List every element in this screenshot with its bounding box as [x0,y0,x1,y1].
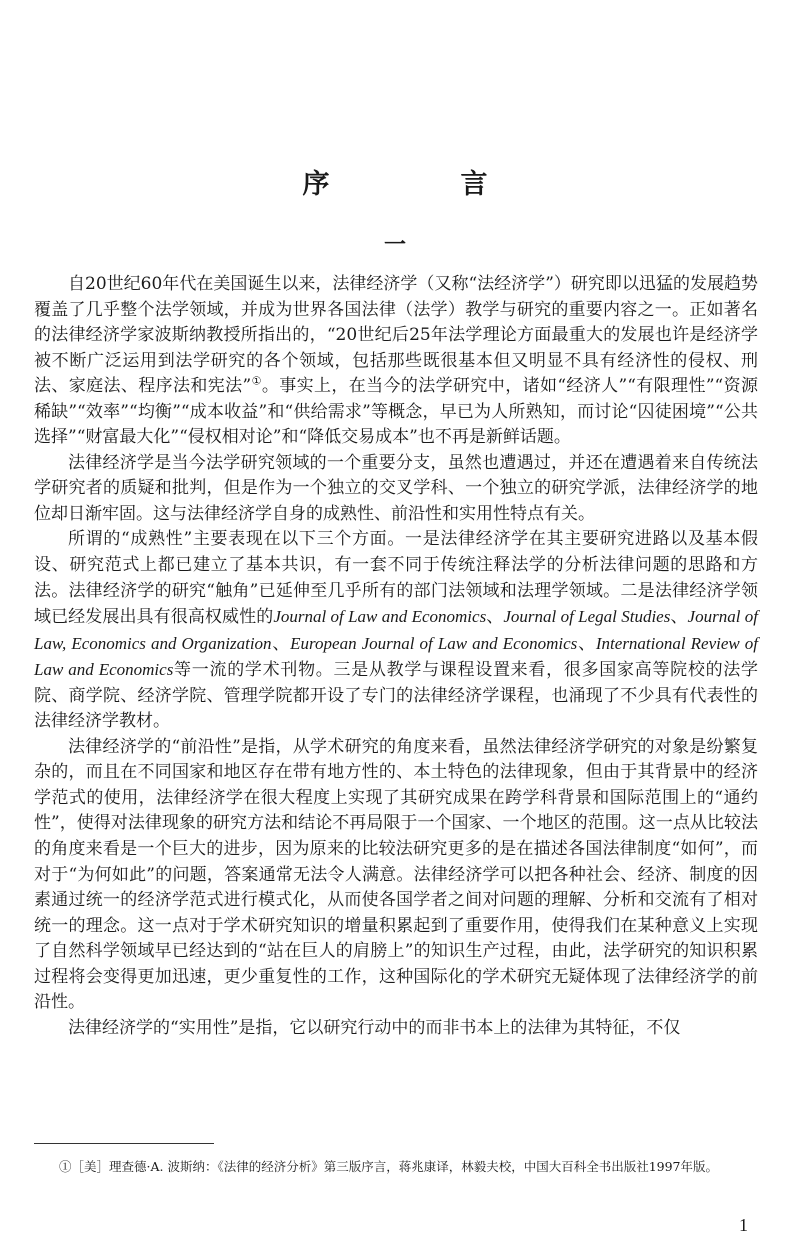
paragraph-5: 法律经济学的“实用性”是指，它以研究行动中的而非书本上的法律为其特征，不仅 [68,1017,681,1038]
paragraph-4: 法律经济学的“前沿性”是指，从学术研究的角度来看，虽然法律经济学研究的对象是纷繁复杂的，而且在不同国家和地区存在带有地方性的、本土特色的法律现象，但由于其背景中的经济学范式的使用，法律经济学在很大程度上实现了其研究成果在跨学科背景和国际范围上的“通约性”，使得对法律现象的研究方法和结论不再局限于一个国家、一个地区的范围。这一点从比较法的角度来看是一个巨大的进步，因为原来的比较法研究更多的是在描述各国法律制度“如何”，而对于“为何如此”的问题，答案通常无法令人满意。法律经济学可以把各种社会、经济、制度的因素通过统一的经济学范式进行模式化，从而使各国学者之间对问题的理解、分析和交流有了相对统一的理念。这一点对于学术研究知识的增量积累起到了重要作用，使得我们在某种意义上实现了自然科学领域早已经达到的“站在巨人的肩膀上”的知识生产过程，由此，法学研究的知识积累过程将会变得更加迅速，更少重复性的工作，这种国际化的学术研究无疑体现了法律经济学的前沿性。 [34,736,758,1013]
journal-title: Journal of Law, Economics and Organization [34,607,758,653]
footnote-divider [34,1143,214,1144]
paragraph-1 [34,272,758,451]
page-number: 1 [739,1215,748,1235]
journal-title: European Journal of Law and Economics [290,633,578,653]
journal-title: International Review of Law and Economics [34,633,759,680]
list-separator: 、 [486,607,504,628]
paragraph-1-text: 自20世纪60年代在美国诞生以来，法律经济学（又称“法经济学”）研究即以迅猛的发展趋势覆盖了几乎整个法学领域，并成为世界各国法律（法学）教学与研究的重要内容之一。正如著名的法律经济学家波斯纳教授所指出的，“20世纪后25年法学理论方面最重大的发展也许是经济学被不断广泛运用到法学研究的各个领域，包括那些既很基本但又明显不具有经济性的侵权、刑法、家庭法、程序法和宪法” [34,274,758,397]
page-title: 序 言 [302,169,540,200]
footnote: ①［美］理查德·A. 波斯纳：《法律的经济分析》第三版序言，蒋兆康译，林毅夫校，中国大百科全书出版社1997年版。 [59,1159,719,1174]
section-number: 一 [383,232,406,258]
paragraph-3-text-b: 等一流的学术刊物。三是从教学与课程设置来看，很多国家高等院校的法学院、商学院、经济学院、管理学院都开设了专门的法律经济学课程，也涌现了不少具有代表性的法律经济学教材。 [34,660,759,732]
footnote-ref: ① [251,374,262,388]
list-separator: 、 [577,633,596,654]
body-text [34,272,758,1041]
paragraph-1-end: 。事实上，在当今的法学研究中，诸如“经济人”“有限理性”“资源稀缺”“效率”“均衡”“成本收益”和“供给需求”等概念，早已为人所熟知，而讨论“囚徒困境”“公共选择”“财富最大化”“侵权相对论”和“降低交易成本”也不再是新鲜话题。 [34,376,758,448]
paragraph-3-text-a: 所谓的“成熟性”主要表现在以下三个方面。一是法律经济学在其主要研究进路以及基本假设、研究范式上都已建立了基本共识，有一套不同于传统注释法学的分析法律问题的思路和方法。法律经济学的研究“触角”已延伸至几乎所有的部门法领域和法理学领域。二是法律经济学领域已经发展出具有很高权威性的 [34,529,758,628]
paragraph-2: 法律经济学是当今法学研究领域的一个重要分支，虽然也遭遇过，并还在遭遇着来自传统法学研究者的质疑和批判，但是作为一个独立的交叉学科、一个独立的研究学派，法律经济学的地位却日渐牢固。这与法律经济学自身的成熟性、前沿性和实用性特点有关。 [34,452,758,524]
journal-title: Journal of Legal Studies [503,607,671,627]
journal-title: Journal of Law and Economics [273,607,487,627]
list-separator: 、 [271,633,291,654]
paragraph-3 [34,527,758,734]
list-separator: 、 [670,607,688,628]
